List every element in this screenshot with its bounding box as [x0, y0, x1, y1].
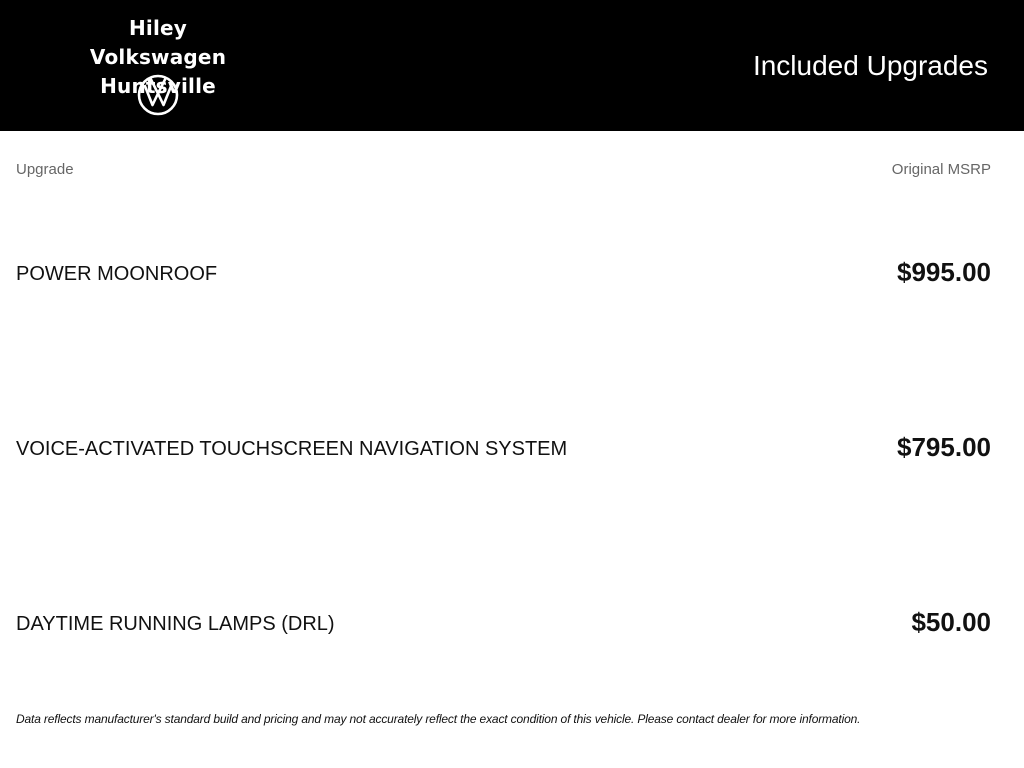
- upgrade-price: $50.00: [911, 607, 991, 637]
- upgrade-row: [0, 253, 1024, 293]
- disclaimer-text: Data reflects manufacturer's standard build and pricing and may not accurately reflect the exact condition of this vehicle. Please contact dealer for more information.: [16, 712, 861, 726]
- volkswagen-logo-icon: [137, 74, 179, 116]
- upgrade-name: POWER MOONROOF: [16, 263, 218, 285]
- upgrade-price: $995.00: [897, 257, 991, 287]
- upgrade-row: [0, 428, 1024, 468]
- upgrade-row: [0, 603, 1024, 643]
- page-title: Included Upgrades: [752, 50, 988, 81]
- column-header-msrp: Original MSRP: [891, 161, 991, 178]
- upgrade-name: DAYTIME RUNNING LAMPS (DRL): [16, 613, 335, 635]
- column-header-upgrade: Upgrade: [16, 161, 74, 178]
- dealer-name-line2: Huntsville: [100, 74, 216, 98]
- upgrade-price: $795.00: [897, 432, 991, 462]
- upgrade-name: VOICE-ACTIVATED TOUCHSCREEN NAVIGATION SYSTEM: [16, 438, 568, 460]
- dealer-name-line1: Hiley Volkswagen: [89, 16, 227, 69]
- header-bar: [0, 0, 1024, 131]
